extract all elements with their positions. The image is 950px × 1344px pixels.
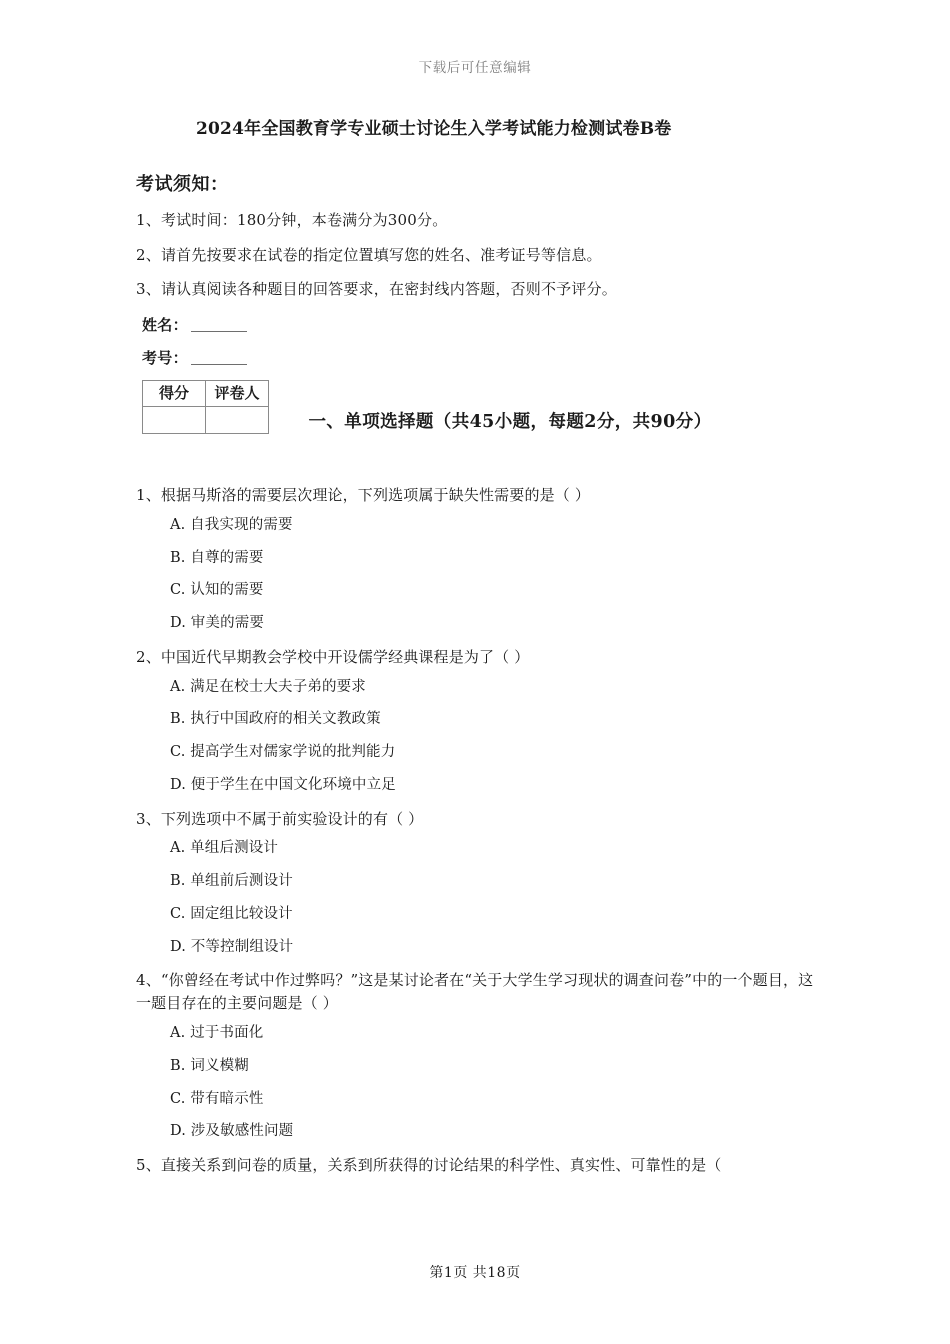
exam-notice-line-2: 2、请首先按要求在试卷的指定位置填写您的姓名、准考证号等信息。 [136,245,602,264]
question-2-option-c[interactable]: C. 提高学生对儒家学说的批判能力 [170,744,396,761]
page-title: 2024年全国教育学专业硕士讨论生入学考试能力检测试卷B卷 [196,119,672,139]
question-1-option-a[interactable]: A. 自我实现的需要 [170,516,293,533]
table-row [143,381,269,407]
question-1-option-d[interactable]: D. 审美的需要 [170,615,265,632]
page-footer: 第1页 共18页 [429,1265,521,1281]
question-1-option-c[interactable]: C. 认知的需要 [170,582,264,599]
question-3-stem: 3、下列选项中不属于前实验设计的有（ ） [136,809,424,828]
question-4-option-b[interactable]: B. 词义模糊 [170,1057,249,1074]
question-3 [136,808,814,959]
exam-notice-line-3: 3、请认真阅读各种题目的回答要求，在密封线内答题，否则不予评分。 [136,280,617,299]
exam-notice-heading: 考试须知： [136,173,229,195]
section-heading: 一、单项选择题（共45小题，每题2分，共90分） [308,412,712,433]
score-table-header-score: 得分 [143,381,206,407]
question-4-option-a[interactable]: A. 过于书面化 [170,1025,264,1042]
question-3-option-b[interactable]: B. 单组前后测设计 [170,873,293,890]
exam-number-field-input[interactable] [191,350,247,365]
name-field-row [136,314,814,335]
questions-list [136,484,814,1177]
exam-number-field-label: 考号： [142,349,188,368]
question-5 [136,1154,814,1177]
question-3-option-a[interactable]: A. 单组后测设计 [170,840,279,857]
document-content [136,118,814,1185]
question-2-option-a[interactable]: A. 满足在校士大夫子弟的要求 [170,678,366,695]
exam-number-field-row [136,347,814,368]
question-4-option-c[interactable]: C. 带有暗示性 [170,1090,264,1107]
question-5-stem: 5、直接关系到问卷的质量，关系到所获得的讨论结果的科学性、真实性、可靠性的是（ [136,1156,722,1175]
question-2-option-d[interactable]: D. 便于学生在中国文化环境中立足 [170,776,396,793]
question-4 [136,969,814,1143]
question-3-option-d[interactable]: D. 不等控制组设计 [170,938,294,955]
name-field-label: 姓名： [142,316,188,335]
question-1 [136,484,814,635]
question-2-stem: 2、中国近代早期教会学校中开设儒学经典课程是为了（ ） [136,647,530,666]
page-watermark-header: 下载后可任意编辑 [418,60,532,76]
name-field-input[interactable] [191,317,247,332]
question-2-option-b[interactable]: B. 执行中国政府的相关文教政策 [170,711,381,728]
question-1-option-b[interactable]: B. 自尊的需要 [170,549,264,566]
question-1-stem: 1、根据马斯洛的需要层次理论，下列选项属于缺失性需要的是（ ） [136,486,590,505]
exam-notice-line-1: 1、考试时间：180分钟，本卷满分为300分。 [136,210,448,229]
question-4-stem: 4、“你曾经在考试中作过弊吗？”这是某讨论者在“关于大学生学习现状的调查问卷”中的一个题目，这一题目存在的主要问题是（ ） [136,971,814,1013]
question-4-option-d[interactable]: D. 涉及敏感性问题 [170,1123,294,1140]
score-and-section-row [136,380,814,436]
question-2 [136,646,814,797]
question-3-option-c[interactable]: C. 固定组比较设计 [170,905,293,922]
score-table-header-grader: 评卷人 [206,381,269,407]
